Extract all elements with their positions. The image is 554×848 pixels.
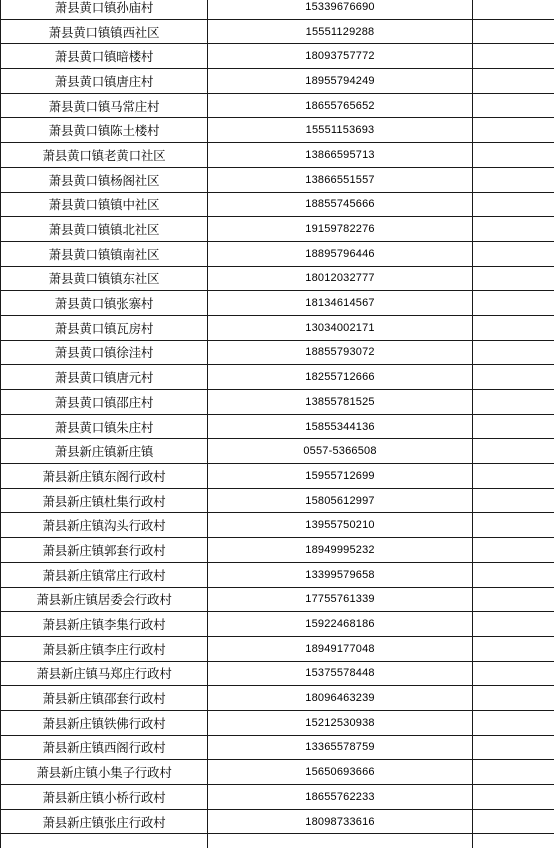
table-row	[1, 710, 554, 735]
empty-cell[interactable]	[473, 266, 554, 291]
table-row	[1, 365, 554, 390]
empty-cell[interactable]	[473, 93, 554, 118]
phone-number-cell[interactable]	[208, 834, 473, 848]
table-row	[1, 538, 554, 563]
location-name-cell[interactable]: 萧县新庄镇小集子行政村	[1, 760, 208, 785]
phone-number-cell[interactable]: 18855745666	[208, 192, 473, 217]
table-row	[1, 562, 554, 587]
phone-number-cell[interactable]: 18655762233	[208, 785, 473, 810]
table-row	[1, 340, 554, 365]
empty-cell[interactable]	[473, 241, 554, 266]
location-name-cell[interactable]: 萧县黄口镇镇北社区	[1, 217, 208, 242]
table-row	[1, 414, 554, 439]
table-row	[1, 217, 554, 242]
table-row	[1, 291, 554, 316]
empty-cell[interactable]	[473, 365, 554, 390]
empty-cell[interactable]	[473, 488, 554, 513]
phone-number-cell[interactable]: 13365578759	[208, 735, 473, 760]
location-name-cell[interactable]: 萧县黄口镇老黄口社区	[1, 143, 208, 168]
table-row	[1, 192, 554, 217]
phone-number-cell[interactable]: 18855793072	[208, 340, 473, 365]
phone-number-cell[interactable]: 18949995232	[208, 538, 473, 563]
phone-number-cell[interactable]: 19159782276	[208, 217, 473, 242]
phone-number-cell[interactable]: 18949177048	[208, 636, 473, 661]
location-name-cell[interactable]: 萧县黄口镇唐庄村	[1, 69, 208, 94]
phone-number-cell[interactable]: 15855344136	[208, 414, 473, 439]
empty-cell[interactable]	[473, 414, 554, 439]
empty-cell[interactable]	[473, 315, 554, 340]
phone-number-cell[interactable]: 18098733616	[208, 809, 473, 834]
location-name-cell[interactable]: 萧县新庄镇东阁行政村	[1, 464, 208, 489]
phone-number-cell[interactable]: 18012032777	[208, 266, 473, 291]
location-name-cell[interactable]: 萧县新庄镇铁佛行政村	[1, 710, 208, 735]
location-name-cell[interactable]: 萧县新庄镇小桥行政村	[1, 785, 208, 810]
location-name-cell[interactable]: 萧县黄口镇镇东社区	[1, 266, 208, 291]
location-name-cell[interactable]: 萧县黄口镇陈土楼村	[1, 118, 208, 143]
empty-cell[interactable]	[473, 834, 554, 848]
phone-number-cell[interactable]: 13034002171	[208, 315, 473, 340]
empty-cell[interactable]	[473, 513, 554, 538]
empty-cell[interactable]	[473, 19, 554, 44]
empty-cell[interactable]	[473, 661, 554, 686]
empty-cell[interactable]	[473, 340, 554, 365]
table-row	[1, 513, 554, 538]
empty-cell[interactable]	[473, 760, 554, 785]
location-name-cell[interactable]: 萧县新庄镇西阁行政村	[1, 735, 208, 760]
location-name-cell[interactable]: 萧县黄口镇瓦房村	[1, 315, 208, 340]
location-name-cell[interactable]: 萧县新庄镇李庄行政村	[1, 636, 208, 661]
empty-cell[interactable]	[473, 439, 554, 464]
location-name-cell[interactable]: 萧县新庄镇沟头行政村	[1, 513, 208, 538]
phone-number-cell[interactable]: 18895796446	[208, 241, 473, 266]
phone-number-cell[interactable]: 15339676690	[208, 0, 473, 19]
location-name-cell[interactable]: 萧县黄口镇张寨村	[1, 291, 208, 316]
table-row	[1, 266, 554, 291]
empty-cell[interactable]	[473, 785, 554, 810]
phone-number-cell[interactable]: 18093757772	[208, 44, 473, 69]
location-name-cell[interactable]: 萧县新庄镇新庄镇	[1, 439, 208, 464]
table-row	[1, 587, 554, 612]
empty-cell[interactable]	[473, 710, 554, 735]
table-row	[1, 612, 554, 637]
table-row	[1, 636, 554, 661]
table-row	[1, 69, 554, 94]
table-row	[1, 167, 554, 192]
empty-cell[interactable]	[473, 118, 554, 143]
table-row	[1, 93, 554, 118]
location-name-cell[interactable]: 萧县新庄镇马郑庄行政村	[1, 661, 208, 686]
empty-cell[interactable]	[473, 735, 554, 760]
phone-number-cell[interactable]: 18134614567	[208, 291, 473, 316]
empty-cell[interactable]	[473, 562, 554, 587]
empty-cell[interactable]	[473, 587, 554, 612]
phone-number-cell[interactable]: 15650693666	[208, 760, 473, 785]
location-name-cell[interactable]: 萧县黄口镇唐元村	[1, 365, 208, 390]
location-name-cell[interactable]: 萧县新庄镇常庄行政村	[1, 562, 208, 587]
table-row	[1, 118, 554, 143]
table-row	[1, 315, 554, 340]
phone-number-cell[interactable]: 15551129288	[208, 19, 473, 44]
table-row	[1, 809, 554, 834]
empty-cell[interactable]	[473, 69, 554, 94]
table-row	[1, 464, 554, 489]
empty-cell[interactable]	[473, 809, 554, 834]
phone-number-cell[interactable]: 13855781525	[208, 390, 473, 415]
location-name-cell[interactable]: 萧县黄口镇孙庙村	[1, 0, 208, 19]
location-name-cell[interactable]: 萧县新庄镇居委会行政村	[1, 587, 208, 612]
phone-number-cell[interactable]: 13955750210	[208, 513, 473, 538]
phone-number-cell[interactable]: 0557-5366508	[208, 439, 473, 464]
location-name-cell[interactable]: 萧县黄口镇镇南社区	[1, 241, 208, 266]
phone-number-cell[interactable]: 15375578448	[208, 661, 473, 686]
table-row	[1, 661, 554, 686]
empty-cell[interactable]	[473, 291, 554, 316]
phone-number-cell[interactable]: 17755761339	[208, 587, 473, 612]
empty-cell[interactable]	[473, 192, 554, 217]
phone-number-cell[interactable]: 13866595713	[208, 143, 473, 168]
table-row	[1, 390, 554, 415]
table-row	[1, 488, 554, 513]
empty-cell[interactable]	[473, 143, 554, 168]
empty-cell[interactable]	[473, 0, 554, 19]
phone-number-cell[interactable]: 13866551557	[208, 167, 473, 192]
table-row	[1, 0, 554, 19]
empty-cell[interactable]	[473, 538, 554, 563]
location-name-cell[interactable]: 萧县黄口镇邵庄村	[1, 390, 208, 415]
table-row	[1, 686, 554, 711]
location-name-cell[interactable]: 萧县黄口镇镇西社区	[1, 19, 208, 44]
table-row	[1, 44, 554, 69]
location-name-cell[interactable]: 萧县黄口镇暗楼村	[1, 44, 208, 69]
table-row	[1, 143, 554, 168]
location-name-cell[interactable]: 萧县黄口镇徐洼村	[1, 340, 208, 365]
phone-number-cell[interactable]: 18096463239	[208, 686, 473, 711]
table-row	[1, 760, 554, 785]
table-row	[1, 834, 554, 848]
phone-number-cell[interactable]: 15551153693	[208, 118, 473, 143]
location-name-cell[interactable]: 萧县黄口镇杨阁社区	[1, 167, 208, 192]
phone-number-cell[interactable]: 18955794249	[208, 69, 473, 94]
table-row	[1, 785, 554, 810]
phone-number-cell[interactable]: 15212530938	[208, 710, 473, 735]
empty-cell[interactable]	[473, 612, 554, 637]
phone-number-cell[interactable]: 15955712699	[208, 464, 473, 489]
location-name-cell[interactable]: 萧县黄口镇镇中社区	[1, 192, 208, 217]
phone-number-cell[interactable]: 18255712666	[208, 365, 473, 390]
empty-cell[interactable]	[473, 167, 554, 192]
phone-number-cell[interactable]: 13399579658	[208, 562, 473, 587]
location-name-cell[interactable]: 萧县新庄镇郭套行政村	[1, 538, 208, 563]
location-name-cell[interactable]	[1, 834, 208, 848]
location-name-cell[interactable]: 萧县新庄镇张庄行政村	[1, 809, 208, 834]
empty-cell[interactable]	[473, 686, 554, 711]
table-row	[1, 241, 554, 266]
empty-cell[interactable]	[473, 390, 554, 415]
phone-number-cell[interactable]: 15805612997	[208, 488, 473, 513]
table-row	[1, 735, 554, 760]
table-row	[1, 439, 554, 464]
empty-cell[interactable]	[473, 44, 554, 69]
location-name-cell[interactable]: 萧县新庄镇杜集行政村	[1, 488, 208, 513]
phone-number-cell[interactable]: 15922468186	[208, 612, 473, 637]
location-name-cell[interactable]: 萧县新庄镇邵套行政村	[1, 686, 208, 711]
table-row	[1, 19, 554, 44]
location-name-cell[interactable]: 萧县黄口镇马常庄村	[1, 93, 208, 118]
empty-cell[interactable]	[473, 636, 554, 661]
phone-number-cell[interactable]: 18655765652	[208, 93, 473, 118]
empty-cell[interactable]	[473, 464, 554, 489]
location-name-cell[interactable]: 萧县黄口镇朱庄村	[1, 414, 208, 439]
empty-cell[interactable]	[473, 217, 554, 242]
table-body	[1, 0, 554, 848]
location-name-cell[interactable]: 萧县新庄镇李集行政村	[1, 612, 208, 637]
